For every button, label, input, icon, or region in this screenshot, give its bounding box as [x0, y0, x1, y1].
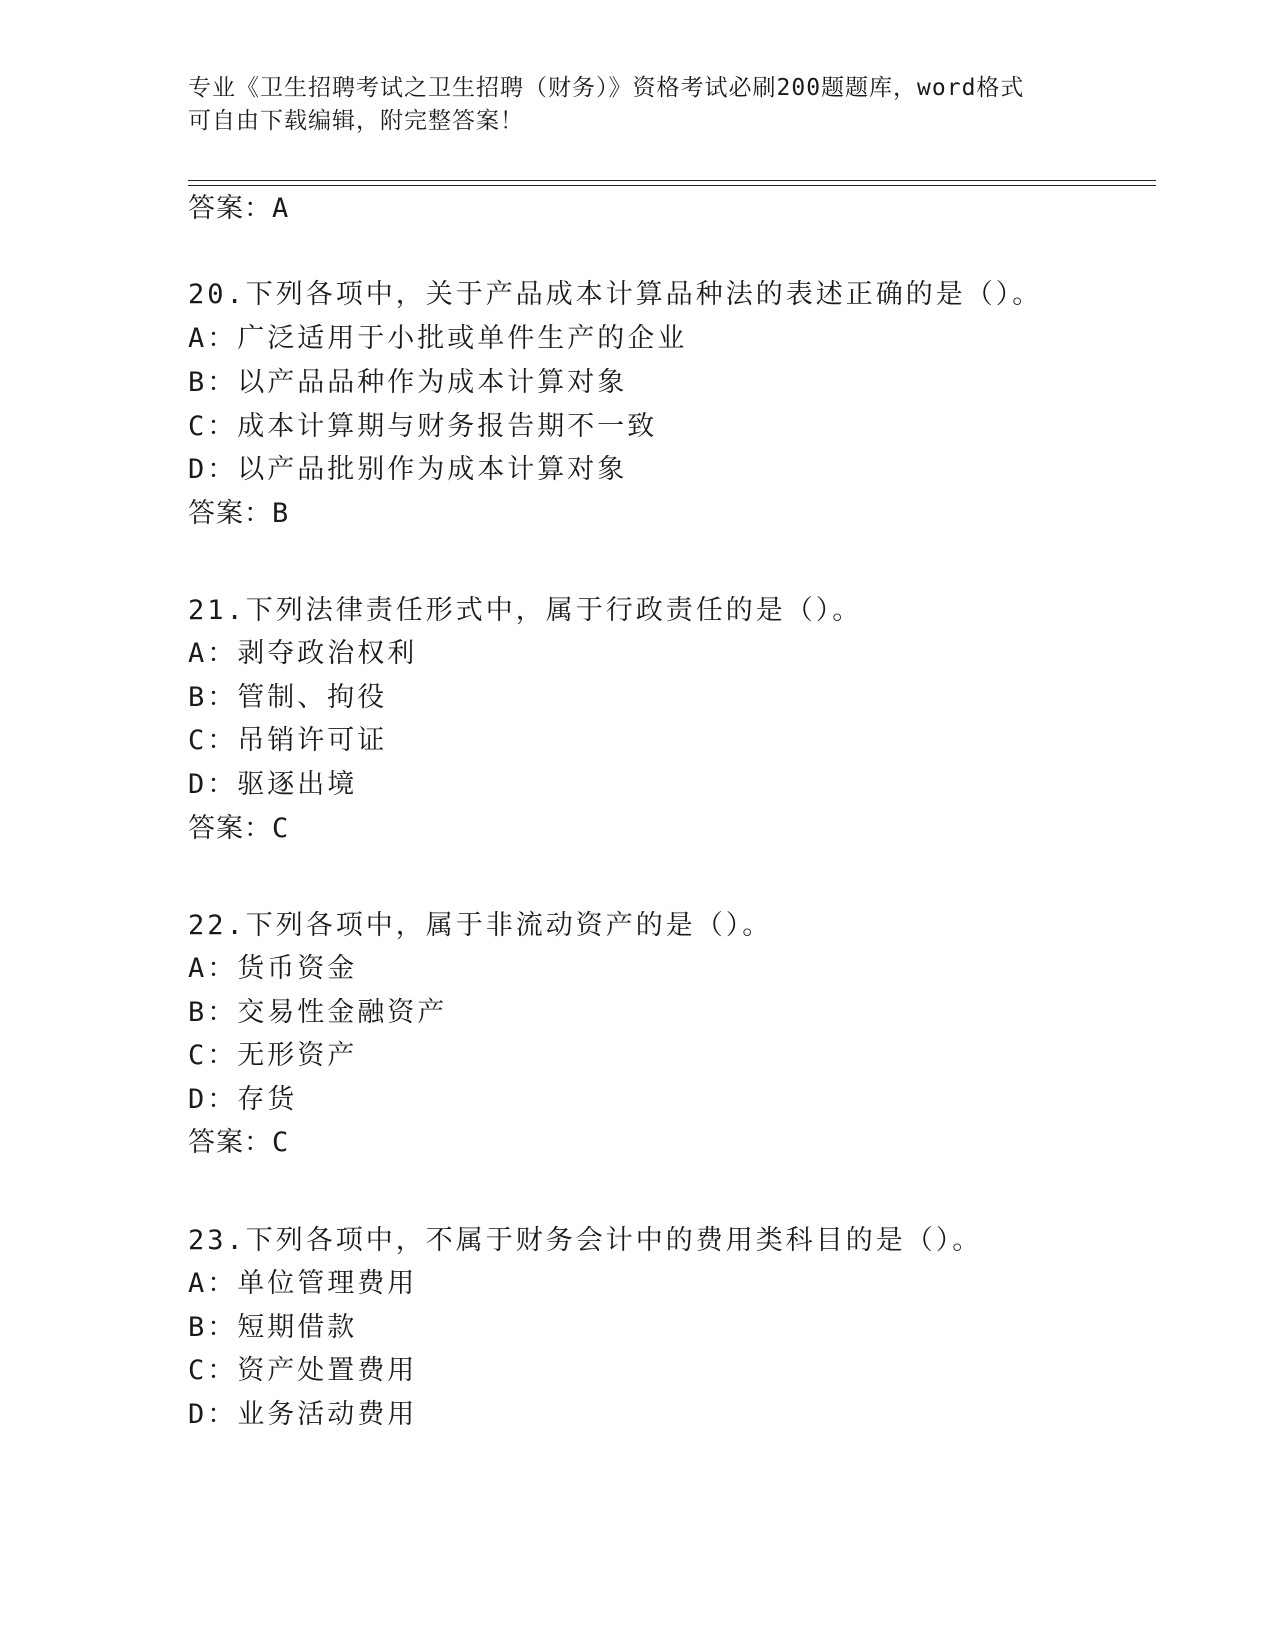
- header-divider-top: [188, 180, 1156, 181]
- question-22-option-c: C：无形资产: [188, 1040, 358, 1071]
- question-21-option-b: B：管制、拘役: [188, 682, 388, 713]
- question-23-option-b: B：短期借款: [188, 1312, 358, 1343]
- question-21-option-d: D：驱逐出境: [188, 769, 358, 800]
- answer-value: C: [272, 813, 290, 844]
- answer-label: 答案：: [188, 1127, 272, 1158]
- question-23-option-d: D：业务活动费用: [188, 1399, 418, 1430]
- question-20-option-c: C：成本计算期与财务报告期不一致: [188, 411, 658, 442]
- question-22-option-a: A：货币资金: [188, 953, 358, 984]
- question-23-option-a: A：单位管理费用: [188, 1268, 418, 1299]
- previous-answer: [188, 186, 289, 225]
- answer-label: 答案：: [188, 813, 272, 844]
- header-line-2: 可自由下载编辑，附完整答案！: [188, 108, 524, 134]
- question-21-option-a: A：剥夺政治权利: [188, 638, 418, 669]
- question-22-answer: [188, 1120, 289, 1159]
- question-22-option-d: D：存货: [188, 1084, 298, 1115]
- answer-value: A: [272, 193, 290, 224]
- header-divider-bottom: [188, 185, 1156, 186]
- answer-value: C: [272, 1127, 290, 1158]
- question-20-option-a: A：广泛适用于小批或单件生产的企业: [188, 323, 688, 354]
- document-header: [188, 72, 1088, 138]
- question-20-stem: 20.下列各项中，关于产品成本计算品种法的表述正确的是（）。: [188, 279, 1043, 310]
- header-line-1: 专业《卫生招聘考试之卫生招聘（财务）》资格考试必刷200题题库，word格式: [188, 75, 1025, 101]
- question-23-option-c: C：资产处置费用: [188, 1355, 418, 1386]
- question-20-option-d: D：以产品批别作为成本计算对象: [188, 454, 628, 485]
- question-22-stem: 22.下列各项中，属于非流动资产的是（）。: [188, 910, 773, 941]
- question-21-option-c: C：吊销许可证: [188, 725, 388, 756]
- question-21-answer: [188, 806, 289, 845]
- question-23-stem: 23.下列各项中，不属于财务会计中的费用类科目的是（）。: [188, 1225, 983, 1256]
- question-20-option-b: B：以产品品种作为成本计算对象: [188, 367, 628, 398]
- question-20-answer: [188, 491, 289, 530]
- answer-label: 答案：: [188, 498, 272, 529]
- question-22-option-b: B：交易性金融资产: [188, 997, 448, 1028]
- answer-value: B: [272, 498, 290, 529]
- answer-label: 答案：: [188, 193, 272, 224]
- question-21-stem: 21.下列法律责任形式中，属于行政责任的是（）。: [188, 595, 863, 626]
